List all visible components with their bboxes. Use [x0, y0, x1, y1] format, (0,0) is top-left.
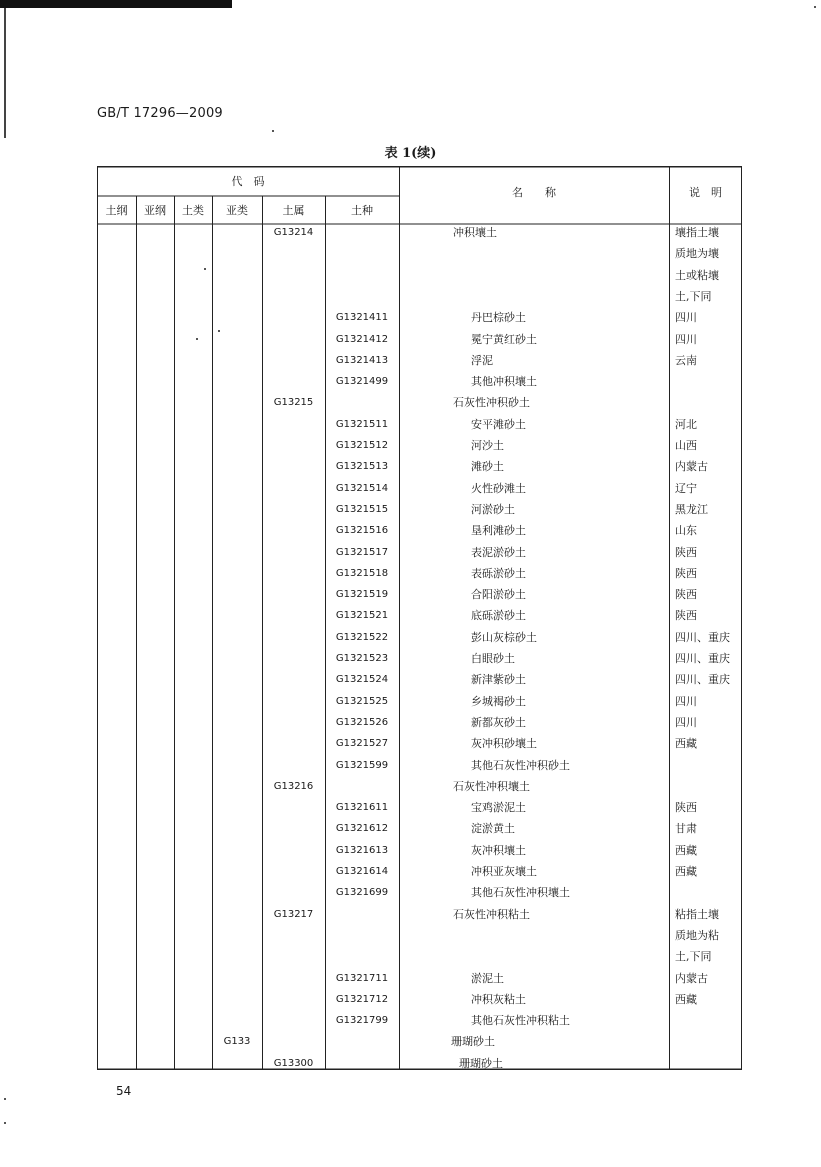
cell-tuzhong-code: G1321614 [335, 866, 389, 877]
cell-note: 四川 [675, 715, 697, 729]
cell-soil-name: 表砾淤砂土 [471, 566, 526, 580]
cell-tushu-code: G13300 [273, 1057, 314, 1069]
header-tushu: 土属 [282, 204, 305, 217]
header-note: 说 明 [689, 186, 722, 199]
cell-soil-name: 新都灰砂土 [471, 715, 526, 729]
cell-soil-name: 安平滩砂土 [471, 417, 526, 431]
cell-soil-name: 石灰性冲积粘土 [453, 907, 530, 921]
cell-note: 四川、重庆 [675, 652, 730, 665]
header-tugang: 土纲 [105, 204, 128, 217]
cell-note: 辽宁 [675, 481, 697, 495]
scan-left-edge [4, 8, 6, 138]
cell-tushu-code: G13215 [273, 397, 314, 409]
cell-soil-name: 火性砂滩土 [471, 481, 526, 495]
cell-note: 云南 [675, 353, 697, 367]
cell-tuzhong-code: G1321799 [335, 1015, 389, 1027]
cell-soil-name: 滩砂土 [471, 460, 504, 474]
table-body [97, 166, 742, 1070]
cell-soil-name: 宝鸡淤泥土 [471, 801, 526, 815]
cell-tuzhong-code: G1321612 [335, 823, 389, 835]
cell-soil-name: 其他冲积壤土 [471, 375, 537, 389]
cell-soil-name: 石灰性冲积壤土 [453, 779, 530, 793]
cell-tuzhong-code: G1321525 [335, 695, 389, 707]
cell-tushu-code: G13214 [273, 227, 314, 238]
cell-soil-name: 乡城褐砂土 [471, 694, 526, 708]
cell-tuzhong-code: G1321521 [335, 610, 389, 622]
cell-soil-name: 灰冲积壤土 [471, 843, 526, 857]
cell-soil-name: 其他石灰性冲积砂土 [471, 758, 570, 772]
cell-note: 四川 [675, 332, 697, 346]
cell-tuzhong-code: G1321499 [335, 376, 389, 388]
cell-note: 质地为粘 [675, 928, 719, 942]
cell-note: 四川 [675, 311, 697, 325]
cell-soil-name: 表泥淤砂土 [471, 545, 526, 559]
header-yalei: 亚类 [226, 204, 248, 217]
cell-tuzhong-code: G1321517 [335, 546, 389, 558]
cell-note: 四川 [675, 694, 697, 708]
cell-tuzhong-code: G1321413 [335, 354, 389, 366]
cell-yalei-code: G133 [223, 1036, 251, 1048]
cell-soil-name: 冲积壤土 [453, 226, 497, 239]
cell-tuzhong-code: G1321516 [335, 525, 389, 537]
cell-tuzhong-code: G1321512 [335, 440, 389, 451]
cell-note: 甘肃 [675, 822, 697, 836]
cell-note: 陕西 [675, 566, 697, 580]
cell-note: 四川、重庆 [675, 630, 730, 644]
cell-tuzhong-code: G1321526 [335, 716, 389, 728]
soil-code-table [97, 166, 742, 1070]
cell-soil-name: 河淤砂土 [471, 502, 515, 516]
cell-tuzhong-code: G1321511 [335, 418, 389, 430]
cell-soil-name: 浮泥 [471, 353, 493, 367]
cell-note: 土,下同 [675, 950, 712, 964]
cell-tushu-code: G13216 [273, 780, 314, 792]
cell-soil-name: 河沙土 [471, 439, 504, 452]
cell-note: 山东 [675, 524, 697, 538]
cell-note: 内蒙古 [675, 971, 708, 985]
header-name: 名 称 [512, 186, 556, 199]
cell-note: 黑龙江 [675, 502, 708, 516]
cell-soil-name: 石灰性冲积砂土 [453, 396, 530, 410]
cell-tuzhong-code: G1321523 [335, 653, 389, 664]
cell-note: 粘指土壤 [675, 907, 719, 921]
cell-note: 陕西 [675, 588, 697, 602]
cell-tuzhong-code: G1321527 [335, 738, 389, 750]
cell-soil-name: 冲积灰粘土 [471, 992, 526, 1006]
cell-tuzhong-code: G1321515 [335, 503, 389, 515]
table-caption: 表 1(续) [384, 146, 437, 161]
cell-soil-name: 灰冲积砂壤土 [471, 737, 537, 751]
cell-tuzhong-code: G1321514 [335, 482, 389, 494]
cell-note: 河北 [675, 417, 697, 431]
cell-note: 西藏 [675, 865, 697, 878]
header-tuzhong: 土种 [351, 204, 373, 217]
cell-tuzhong-code: G1321711 [335, 972, 389, 984]
cell-note: 壤指土壤 [675, 226, 719, 239]
cell-note: 西藏 [675, 737, 697, 751]
cell-note: 山西 [675, 439, 697, 452]
cell-note: 西藏 [675, 992, 697, 1006]
cell-tushu-code: G13217 [273, 908, 314, 920]
cell-note: 陕西 [675, 609, 697, 623]
cell-note: 陕西 [675, 545, 697, 559]
cell-soil-name: 冲积亚灰壤土 [471, 865, 537, 878]
cell-soil-name: 冕宁黄红砂土 [471, 332, 537, 346]
cell-tuzhong-code: G1321522 [335, 631, 389, 643]
cell-soil-name: 合阳淤砂土 [471, 588, 526, 602]
cell-note: 土,下同 [675, 289, 712, 303]
cell-note: 四川、重庆 [675, 673, 730, 687]
cell-tuzhong-code: G1321513 [335, 461, 389, 473]
cell-soil-name: 白眼砂土 [471, 652, 515, 665]
header-code-group: 代 码 [231, 175, 265, 188]
cell-soil-name: 彭山灰棕砂土 [471, 630, 537, 644]
cell-tuzhong-code: G1321518 [335, 567, 389, 579]
page-number: 54 [116, 1084, 132, 1098]
header-tulei: 土类 [182, 204, 204, 217]
cell-note: 土或粘壤 [675, 268, 719, 282]
cell-note: 内蒙古 [675, 460, 708, 474]
scan-top-bar [0, 0, 232, 8]
cell-tuzhong-code: G1321613 [335, 844, 389, 856]
cell-tuzhong-code: G1321519 [335, 589, 389, 601]
cell-tuzhong-code: G1321411 [335, 312, 389, 324]
cell-tuzhong-code: G1321524 [335, 674, 389, 686]
cell-soil-name: 新津紫砂土 [471, 673, 526, 687]
cell-soil-name: 丹巴棕砂土 [471, 311, 526, 325]
cell-soil-name: 淀淤黄土 [471, 822, 515, 836]
cell-soil-name: 珊瑚砂土 [459, 1056, 503, 1070]
header-yagang: 亚纲 [144, 204, 166, 217]
cell-note: 陕西 [675, 801, 697, 815]
cell-note: 西藏 [675, 843, 697, 857]
cell-tuzhong-code: G1321599 [335, 759, 389, 771]
cell-soil-name: 其他石灰性冲积粘土 [471, 1014, 570, 1028]
standard-number: GB/T 17296—2009 [97, 106, 223, 121]
cell-soil-name: 淤泥土 [471, 971, 504, 985]
cell-soil-name: 垦利滩砂土 [471, 524, 526, 538]
cell-soil-name: 底砾淤砂土 [471, 609, 526, 623]
cell-tuzhong-code: G1321412 [335, 333, 389, 345]
cell-tuzhong-code: G1321699 [335, 887, 389, 899]
cell-soil-name: 其他石灰性冲积壤土 [471, 886, 570, 900]
cell-tuzhong-code: G1321712 [335, 993, 389, 1005]
cell-note: 质地为壤 [675, 247, 719, 261]
cell-tuzhong-code: G1321611 [335, 802, 389, 814]
cell-soil-name: 珊瑚砂土 [451, 1035, 495, 1049]
